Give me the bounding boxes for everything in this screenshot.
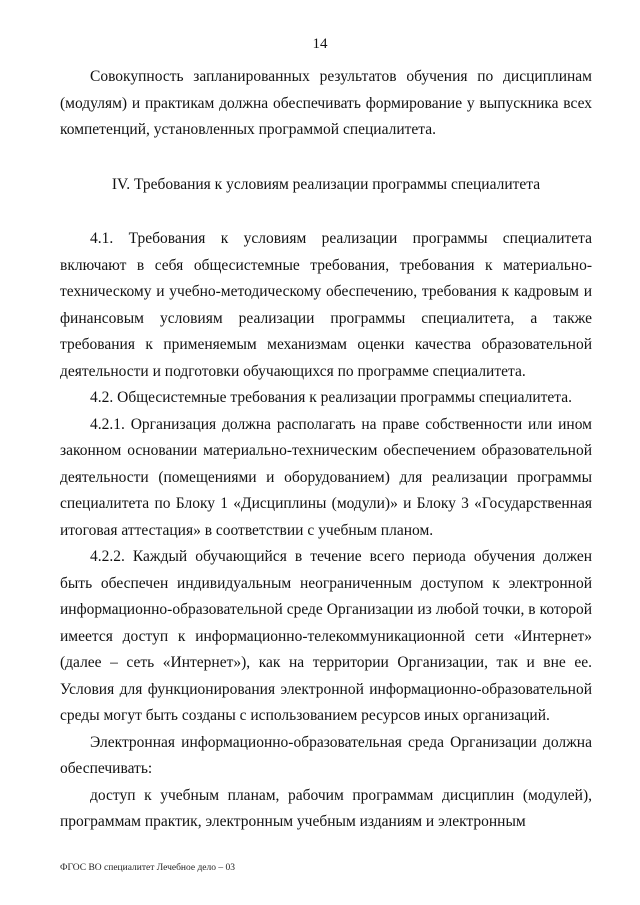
page-number: 14 [312,36,328,52]
document-body [60,64,592,836]
paragraph-eios: Электронная информационно-образовательная среда Организации должна обеспечивать: [60,733,592,777]
paragraph-intro: Совокупность запланированных результатов обучения по дисциплинам (модулям) и практикам должна обеспечивать формирование у выпускника всех компетенций, установленных программой специалитета. [60,68,592,138]
paragraph-4-2-2: 4.2.2. Каждый обучающийся в течение всего периода обучения должен быть обеспечен индивидуальным неограниченным доступом к электронной информационно-образовательной среде Организации из любой точки, в которой имеется доступ к информационно-телекоммуникационной сети «Интернет» (далее – сеть «Интернет»), как на территории Организации, так и вне ее. Условия для функционирования электронной информационно-образовательной среды могут быть созданы с использованием ресурсов иных организаций. [60,548,592,724]
paragraph-access: доступ к учебным планам, рабочим программам дисциплин (модулей), программам практик, электронным учебным изданиям и электронным [60,786,592,830]
footer-note: ФГОС ВО специалитет Лечебное дело – 03 [60,863,235,873]
paragraph-4-1: 4.1. Требования к условиям реализации программы специалитета включают в себя общесистемные требования, требования к материально-техническому и учебно-методическому обеспечению, требования к кадровым и финансовым условиям реализации программы специалитета, а также требования к применяемым механизмам оценки качества образовательной деятельности и подготовки обучающихся по программе специалитета. [60,230,592,380]
paragraph-4-2-1: 4.2.1. Организация должна располагать на праве собственности или ином законном основании материально-техническим обеспечением образовательной деятельности (помещениями и оборудованием) для реализации программы специалитета по Блоку 1 «Дисциплины (модули)» и Блоку 3 «Государственная итоговая аттестация» в соответствии с учебным планом. [60,415,592,539]
paragraph-4-2: 4.2. Общесистемные требования к реализации программы специалитета. [90,389,572,406]
section-heading: IV. Требования к условиям реализации программы специалитета [111,175,541,193]
